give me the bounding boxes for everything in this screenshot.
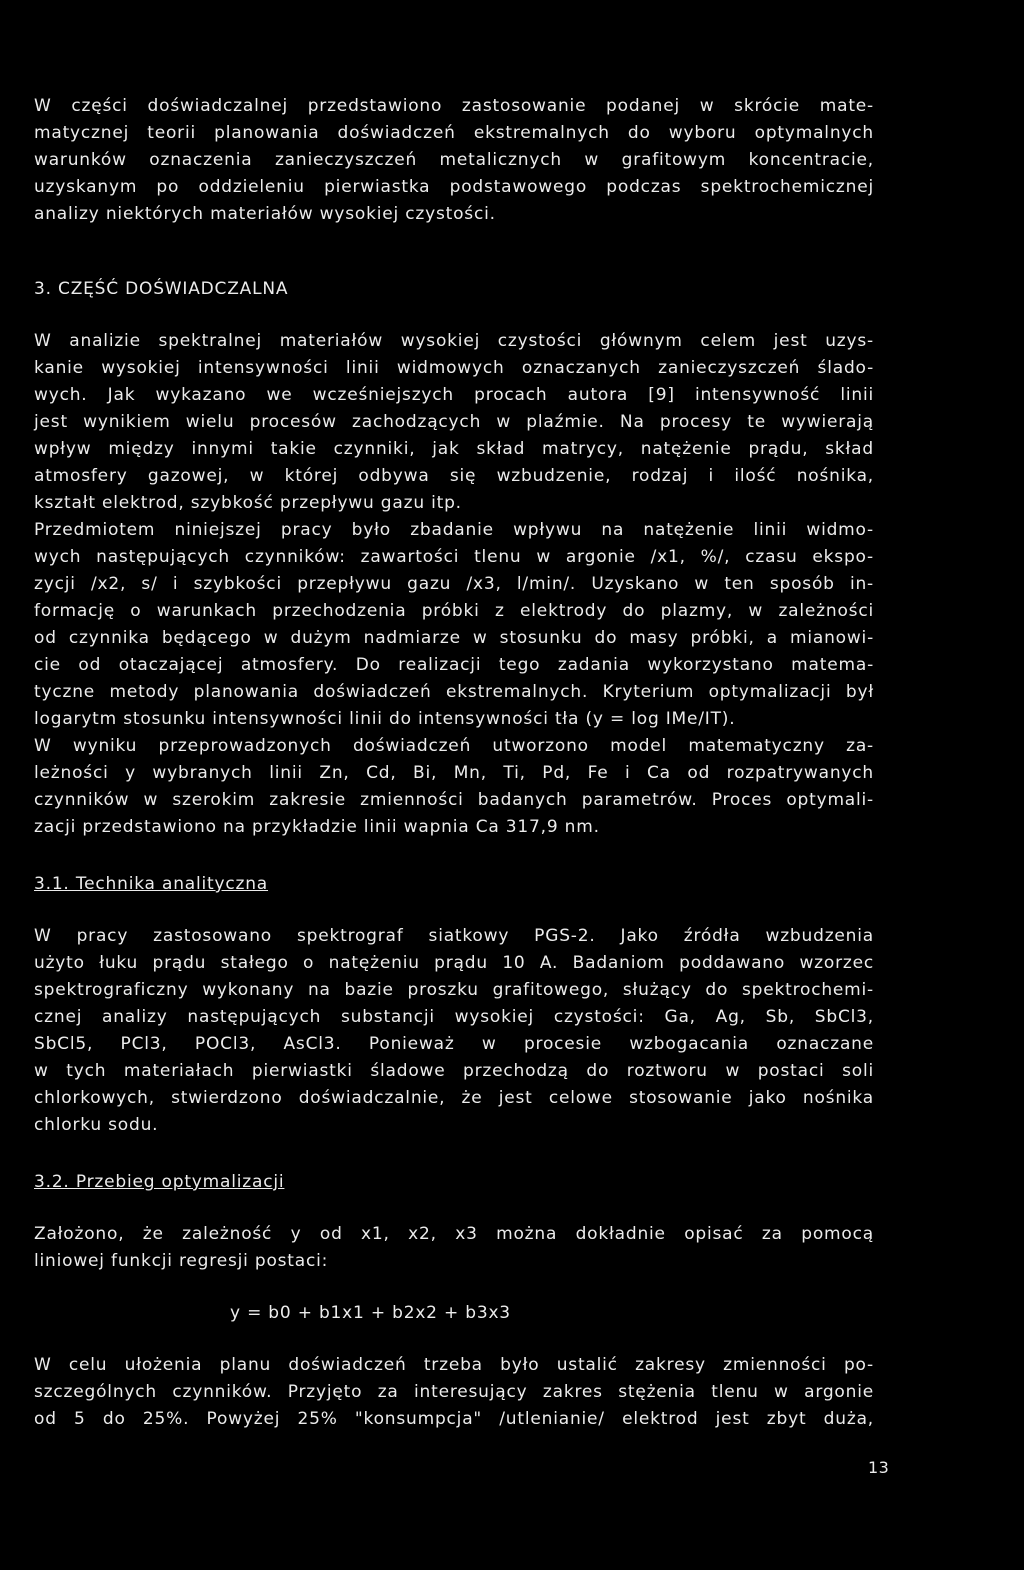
text-line: chlorku sodu. <box>34 1115 159 1135</box>
text-line: matycznej teorii planowania doświadczeń ekstremalnych do wyboru optymalnych <box>34 123 874 143</box>
text-line: od czynnika będącego w dużym nadmiarze w stosunku do masy próbki, a mianowi- <box>34 628 874 648</box>
text-line: tyczne metody planowania doświadczeń ekstremalnych. Kryterium optymalizacji był <box>34 682 874 702</box>
text-line: liniowej funkcji regresji postaci: <box>34 1251 329 1271</box>
text-line: jest wynikiem wielu procesów zachodzących w plaźmie. Na procesy te wywierają <box>34 412 874 432</box>
section-3-paragraph-1 <box>34 328 874 517</box>
section-3-paragraph-2 <box>34 517 874 733</box>
regression-equation: y = b0 + b1x1 + b2x2 + b3x3 <box>230 1303 511 1323</box>
text-line: logarytm stosunku intensywności linii do intensywności tła (y = log IMe/IT). <box>34 709 736 729</box>
intro-paragraph <box>34 93 874 228</box>
section-3-2-paragraph-2 <box>34 1352 874 1433</box>
text-line: cznej analizy następujących substancji wysokiej czystości: Ga, Ag, Sb, SbCl3, <box>34 1007 874 1027</box>
text-line: chlorkowych, stwierdzono doświadczalnie, że jest celowe stosowanie jako nośnika <box>34 1088 874 1108</box>
document-page <box>34 93 874 1433</box>
section-3-paragraph-3 <box>34 733 874 841</box>
text-line: od 5 do 25%. Powyżej 25% "konsumpcja" /utlenianie/ elektrod jest zbyt duża, <box>34 1409 874 1429</box>
text-line: w tych materiałach pierwiastki śladowe przechodzą do roztworu w postaci soli <box>34 1061 874 1081</box>
text-line: Przedmiotem niniejszej pracy było zbadanie wpływu na natężenie linii widmo- <box>34 520 874 540</box>
text-line: wych. Jak wykazano we wcześniejszych procach autora [9] intensywność linii <box>34 385 874 405</box>
section-3-heading: 3. CZĘŚĆ DOŚWIADCZALNA <box>34 279 289 299</box>
section-3-1-heading: 3.1. Technika analityczna <box>34 874 269 894</box>
text-line: wpływ między innymi takie czynniki, jak skład matrycy, natężenie prądu, skład <box>34 439 874 459</box>
text-line: Założono, że zależność y od x1, x2, x3 można dokładnie opisać za pomocą <box>34 1224 874 1244</box>
text-line: W pracy zastosowano spektrograf siatkowy PGS-2. Jako źródła wzbudzenia <box>34 926 874 946</box>
text-line: użyto łuku prądu stałego o natężeniu prądu 10 A. Badaniom poddawano wzorzec <box>34 953 874 973</box>
text-line: SbCl5, PCl3, POCl3, AsCl3. Ponieważ w procesie wzbogacania oznaczane <box>34 1034 874 1054</box>
text-line: kształt elektrod, szybkość przepływu gazu itp. <box>34 493 462 513</box>
section-3-1-paragraph <box>34 923 874 1139</box>
text-line: uzyskanym po oddzieleniu pierwiastka podstawowego podczas spektrochemicznej <box>34 177 874 197</box>
text-line: zycji /x2, s/ i szybkości przepływu gazu /x3, l/min/. Uzyskano w ten sposób in- <box>34 574 874 594</box>
section-3-2-heading: 3.2. Przebieg optymalizacji <box>34 1172 285 1192</box>
text-line: W wyniku przeprowadzonych doświadczeń utworzono model matematyczny za- <box>34 736 874 756</box>
text-line: kanie wysokiej intensywności linii widmowych oznaczanych zanieczyszczeń ślado- <box>34 358 874 378</box>
text-line: szczególnych czynników. Przyjęto za interesujący zakres stężenia tlenu w argonie <box>34 1382 874 1402</box>
text-line: zacji przedstawiono na przykładzie linii wapnia Ca 317,9 nm. <box>34 817 600 837</box>
text-line: cie od otaczającej atmosfery. Do realizacji tego zadania wykorzystano matema- <box>34 655 874 675</box>
text-line: czynników w szerokim zakresie zmienności badanych parametrów. Proces optymali- <box>34 790 874 810</box>
text-line: warunków oznaczenia zanieczyszczeń metalicznych w grafitowym koncentracie, <box>34 150 874 170</box>
text-line: spektrograficzny wykonany na bazie proszku grafitowego, służący do spektrochemi- <box>34 980 874 1000</box>
page-number: 13 <box>868 1458 890 1477</box>
text-line: leżności y wybranych linii Zn, Cd, Bi, Mn, Ti, Pd, Fe i Ca od rozpatrywanych <box>34 763 874 783</box>
section-3-2-paragraph-1 <box>34 1221 874 1275</box>
text-line: wych następujących czynników: zawartości tlenu w argonie /x1, %/, czasu ekspo- <box>34 547 874 567</box>
text-line: atmosfery gazowej, w której odbywa się wzbudzenie, rodzaj i ilość nośnika, <box>34 466 874 486</box>
text-line: formację o warunkach przechodzenia próbki z elektrody do plazmy, w zależności <box>34 601 874 621</box>
text-line: analizy niektórych materiałów wysokiej czystości. <box>34 204 496 224</box>
text-line: W analizie spektralnej materiałów wysokiej czystości głównym celem jest uzys- <box>34 331 874 351</box>
text-line: W celu ułożenia planu doświadczeń trzeba było ustalić zakresy zmienności po- <box>34 1355 874 1375</box>
text-line: W części doświadczalnej przedstawiono zastosowanie podanej w skrócie mate- <box>34 96 874 116</box>
